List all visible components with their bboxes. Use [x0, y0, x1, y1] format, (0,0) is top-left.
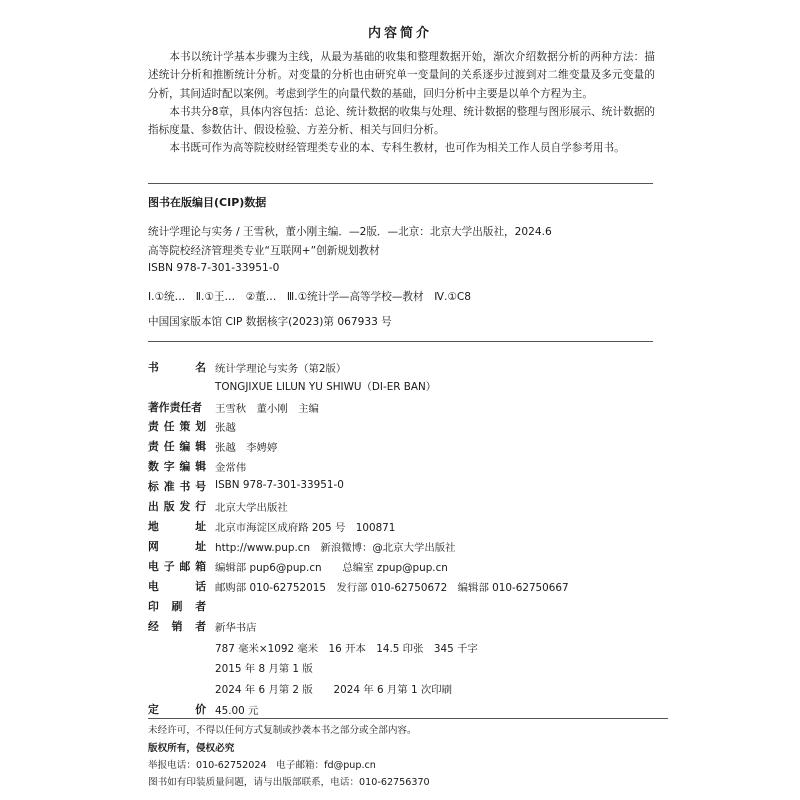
price: 45.00 元 — [215, 705, 259, 717]
book-name-label: 书 名 — [148, 361, 206, 374]
website-label: 网 址 — [148, 540, 206, 553]
intro-paragraph: 本书既可作为高等院校财经管理类专业的本、专科生教材，也可作为相关工作人员自学参考用书。 — [169, 142, 625, 155]
printer-label: 印 刷 者 — [148, 600, 206, 613]
cip-line: ISBN 978-7-301-33951-0 — [148, 262, 280, 274]
footer-copyright: 版权所有，侵权必究 — [148, 743, 235, 754]
isbn-label: 标 准 书 号 — [148, 480, 206, 493]
address: 北京市海淀区成府路 205 号 100871 — [215, 522, 396, 534]
footer-report: 举报电话：010-62752024 电子邮箱：fd@pup.cn — [148, 760, 376, 771]
book-spec: 787 毫米×1092 毫米 16 开本 14.5 印张 345 千字 — [215, 643, 478, 655]
website: http://www.pup.cn 新浪微博：@北京大学出版社 — [215, 542, 456, 554]
cip-heading: 图书在版编目(CIP)数据 — [148, 196, 267, 209]
distributor: 新华书店 — [215, 622, 257, 634]
author: 王雪秋 董小刚 主编 — [215, 403, 319, 415]
digital-label: 数 字 编 辑 — [148, 460, 206, 473]
cip-line: Ⅰ.①统… Ⅱ.①王… ②董… Ⅲ.①统计学—高等学校—教材 Ⅳ.①C8 — [148, 291, 471, 303]
phone: 邮购部 010-62752015 发行部 010-62750672 编辑部 010-62750667 — [215, 582, 569, 594]
edition-first: 2015 年 8 月第 1 版 — [215, 663, 313, 675]
divider — [148, 183, 653, 184]
editor: 张越 李娉婷 — [215, 442, 278, 454]
footer-quality: 图书如有印装质量问题，请与出版部联系，电话：010-62756370 — [148, 777, 430, 788]
cip-line: 高等院校经济管理类专业“互联网+”创新规划教材 — [148, 245, 380, 257]
distributor-label: 经 销 者 — [148, 620, 206, 633]
planning-label: 责 任 策 划 — [148, 420, 206, 433]
footer-notice: 未经许可，不得以任何方式复制或抄袭本书之部分或全部内容。 — [148, 725, 417, 736]
email-label: 电 子 邮 箱 — [148, 560, 206, 573]
divider — [148, 718, 668, 719]
edition-second: 2024 年 6 月第 2 版 2024 年 6 月第 1 次印刷 — [215, 684, 453, 696]
isbn: ISBN 978-7-301-33951-0 — [215, 479, 344, 491]
book-name-pinyin: TONGJIXUE LILUN YU SHIWU（DI-ER BAN） — [215, 381, 437, 393]
publisher: 北京大学出版社 — [215, 502, 288, 514]
phone-label: 电 话 — [148, 580, 206, 593]
email: 编辑部 pup6@pup.cn 总编室 zpup@pup.cn — [215, 562, 448, 574]
author-label: 著作责任者 — [148, 401, 202, 414]
price-label: 定 价 — [148, 703, 206, 716]
publisher-label: 出 版 发 行 — [148, 500, 206, 513]
divider — [148, 341, 653, 342]
digital-editor: 金常伟 — [215, 462, 247, 474]
address-label: 地 址 — [148, 520, 206, 533]
book-name: 统计学理论与实务（第2版） — [215, 363, 347, 375]
planning: 张越 — [215, 422, 236, 434]
intro-paragraph: 本书以统计学基本步骤为主线，从最为基础的收集和整理数据开始，渐次介绍数据分析的两种方法：描述统计分析和推断统计分析。对变量的分析也由研究单一变量间的关系逐步过渡到对二维变量及多元变量的分析，其间适时配以案例。考虑到学生的向量代数的基础，回归分析中主要是以单个方程为主。 — [148, 51, 655, 100]
intro-paragraph: 本书共分8章，具体内容包括：总论、统计数据的收集与处理、统计数据的整理与图形展示、统计数据的指标度量、参数估计、假设检验、方差分析、相关与回归分析。 — [148, 105, 655, 137]
editor-label: 责 任 编 辑 — [148, 440, 206, 453]
page-title: 内容简介 — [367, 26, 432, 41]
cip-number: 中国国家版本馆 CIP 数据核字(2023)第 067933 号 — [148, 316, 392, 328]
cip-line: 统计学理论与实务 / 王雪秋，董小刚主编．—2版．—北京：北京大学出版社，2024.6 — [148, 226, 552, 238]
intro-section — [148, 48, 655, 158]
